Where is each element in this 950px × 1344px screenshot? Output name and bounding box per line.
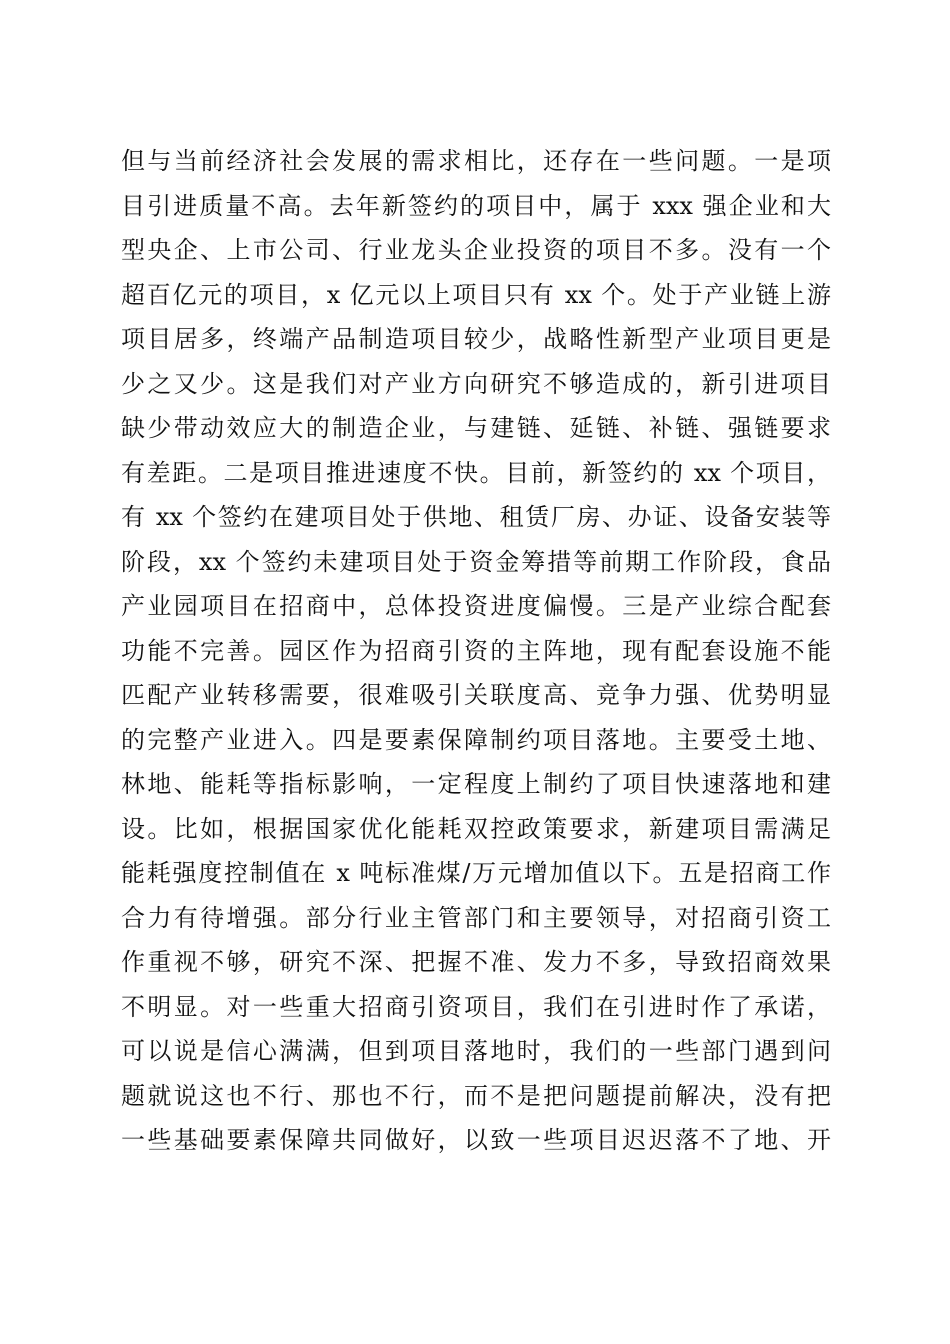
text-line: 一些基础要素保障共同做好，以致一些项目迟迟落不了地、开 [121,1126,831,1154]
text-line: 的完整产业进入。四是要素保障制约项目落地。主要受土地、 [121,725,831,754]
text-line: 目引进质量不高。去年新签约的项目中，属于 xxx 强企业和大 [121,191,831,220]
text-line: 有 xx 个签约在建项目处于供地、租赁厂房、办证、设备安装等 [121,503,831,531]
text-line: 可以说是信心满满，但到项目落地时，我们的一些部门遇到问 [121,1037,831,1065]
text-line: 题就说这也不行、那也不行，而不是把问题提前解决，没有把 [121,1081,831,1110]
text-line: 不明显。对一些重大招商引资项目，我们在引进时作了承诺， [121,992,831,1021]
text-line: 合力有待增强。部分行业主管部门和主要领导，对招商引资工 [121,903,831,932]
text-line: 超百亿元的项目，x 亿元以上项目只有 xx 个。处于产业链上游 [121,280,831,309]
text-line: 但与当前经济社会发展的需求相比，还存在一些问题。一是项 [121,147,831,175]
text-line: 有差距。二是项目推进速度不快。目前，新签约的 xx 个项目， [121,458,831,487]
text-line: 缺少带动效应大的制造企业，与建链、延链、补链、强链要求 [121,414,831,442]
text-line: 林地、能耗等指标影响，一定程度上制约了项目快速落地和建 [121,770,831,798]
text-line: 作重视不够，研究不深、把握不准、发力不多，导致招商效果 [121,948,831,976]
body-paragraph [121,139,831,1163]
text-line: 少之又少。这是我们对产业方向研究不够造成的，新引进项目 [121,369,831,398]
text-line: 项目居多，终端产品制造项目较少，战略性新型产业项目更是 [121,325,831,353]
text-line: 阶段，xx 个签约未建项目处于资金筹措等前期工作阶段，食品 [121,547,831,576]
text-line: 型央企、上市公司、行业龙头企业投资的项目不多。没有一个 [121,236,831,264]
text-line: 匹配产业转移需要，很难吸引关联度高、竞争力强、优势明显 [121,681,831,709]
text-line: 能耗强度控制值在 x 吨标准煤/万元增加值以下。五是招商工作 [121,859,831,887]
text-line: 产业园项目在招商中，总体投资进度偏慢。三是产业综合配套 [121,592,831,620]
text-line: 功能不完善。园区作为招商引资的主阵地，现有配套设施不能 [121,636,831,665]
text-line: 设。比如，根据国家优化能耗双控政策要求，新建项目需满足 [121,814,831,843]
